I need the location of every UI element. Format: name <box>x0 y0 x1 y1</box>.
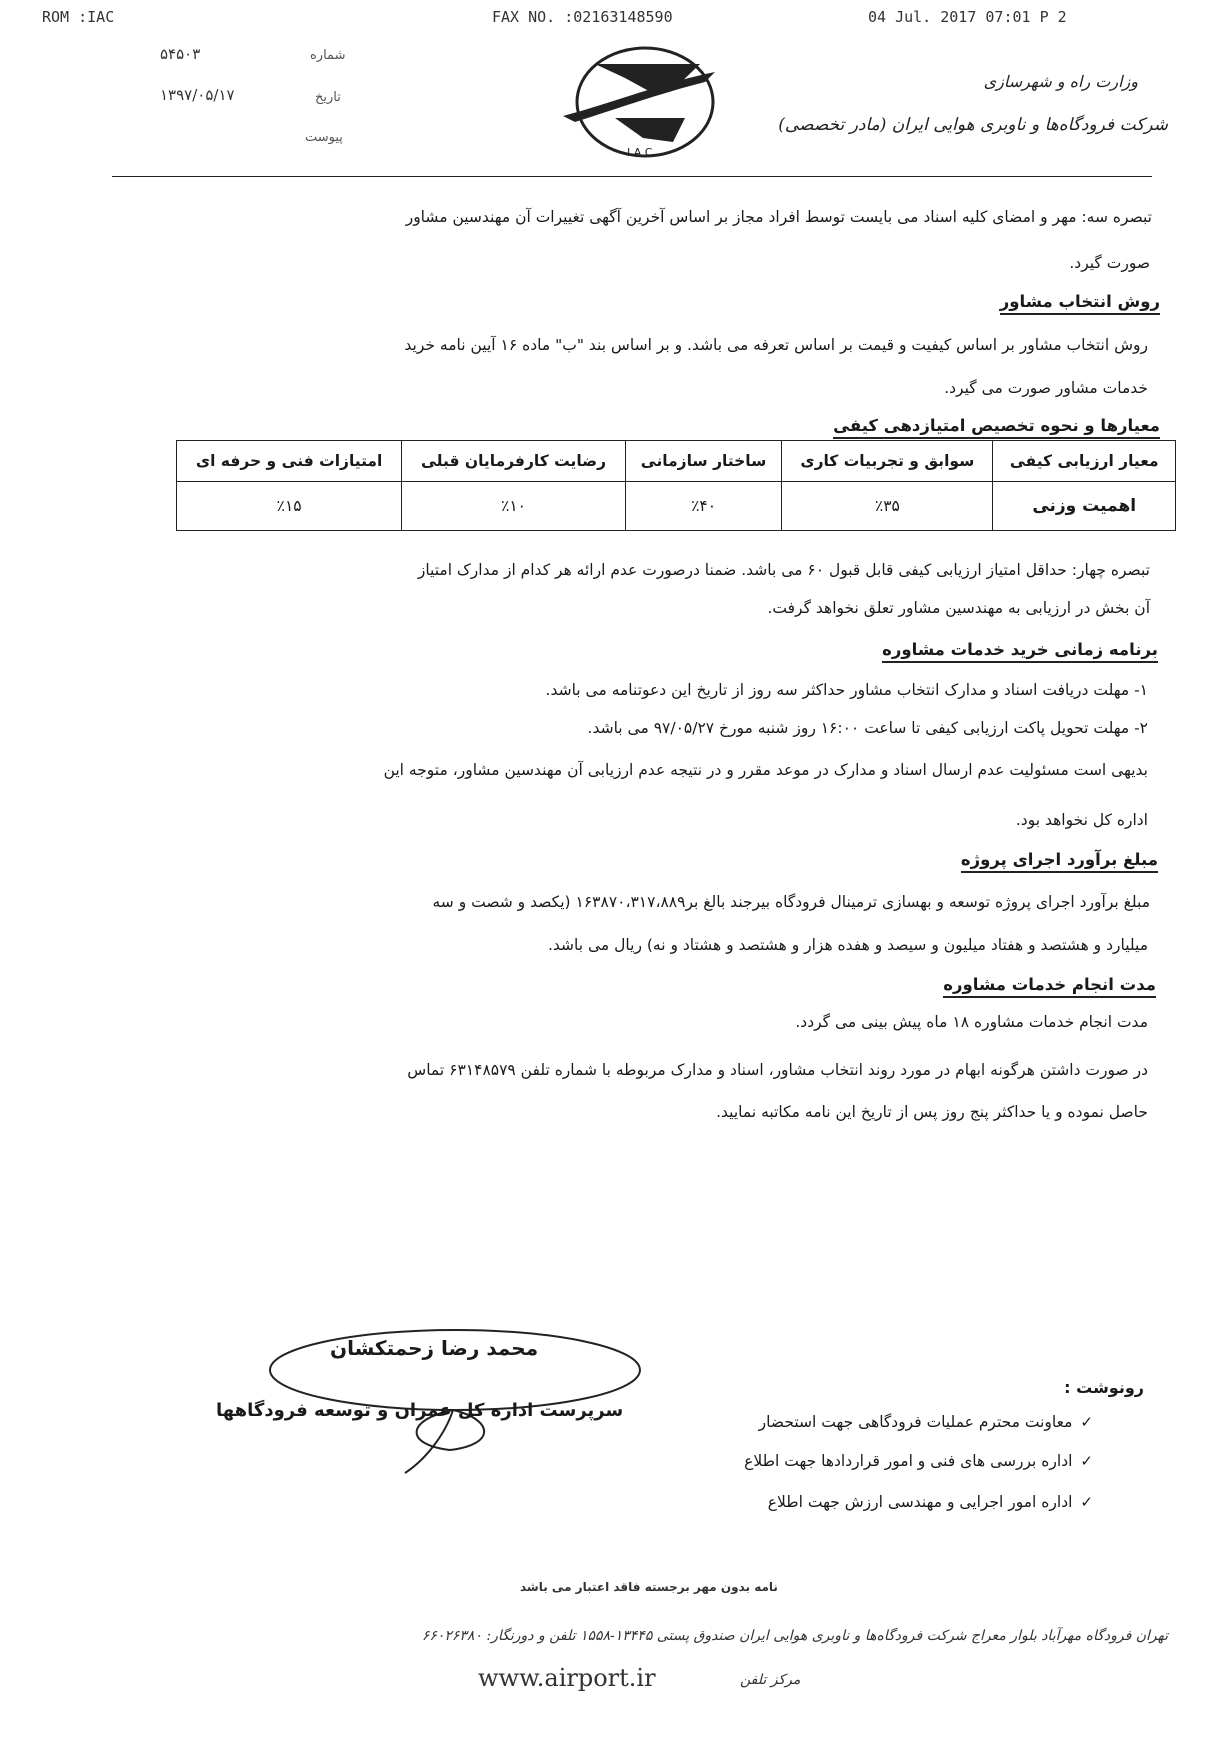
check-icon: ✓ <box>1080 1413 1093 1431</box>
schedule-heading: برنامه زمانی خرید خدمات مشاوره <box>882 640 1158 659</box>
responsibility-text-cont: اداره کل نخواهد بود. <box>1015 811 1148 829</box>
estimate-text-cont: میلیارد و هشتصد و هفتاد میلیون و سیصد و هفده هزار و هشتصد و هشتاد و نه) ریال می باشد. <box>547 936 1148 954</box>
table-cell: امتیازات فنی و حرفه ای <box>177 441 402 482</box>
cc-item: ✓اداره امور اجرایی و مهندسی ارزش جهت اطلاع <box>767 1493 1093 1511</box>
header-divider <box>112 176 1152 177</box>
letter-date: ۱۳۹۷/۰۵/۱۷ <box>160 86 235 104</box>
fax-datetime: 04 Jul. 2017 07:01 P 2 <box>868 8 1067 26</box>
letter-number: ۵۴۵۰۳ <box>160 45 201 63</box>
note-four-cont: آن بخش در ارزیابی به مهندسین مشاور تعلق نخواهد گرفت. <box>767 599 1150 617</box>
selection-heading: روش انتخاب مشاور <box>1000 292 1160 311</box>
ministry-name: وزارت راه و شهرسازی <box>983 72 1138 91</box>
table-cell: ٪۱۰ <box>402 482 626 531</box>
svg-text:I A C: I A C <box>627 146 653 159</box>
table-cell: اهمیت وزنی <box>993 482 1176 531</box>
duration-text: مدت انجام خدمات مشاوره ۱۸ ماه پیش بینی می گردد. <box>795 1013 1148 1031</box>
footer-center: مرکز تلفن <box>740 1672 801 1688</box>
table-row <box>177 482 1176 531</box>
selection-text: روش انتخاب مشاور بر اساس کیفیت و قیمت بر اساس تعرفه می باشد. و بر اساس بند "ب" ماده ۱۶ آیین نامه خرید <box>404 336 1148 354</box>
table-cell: ٪۳۵ <box>782 482 993 531</box>
table-cell: سوابق و تجربیات کاری <box>782 441 993 482</box>
iac-logo <box>555 42 735 162</box>
date-label: تاریخ <box>315 90 341 105</box>
fax-number: FAX NO. :02163148590 <box>492 8 673 26</box>
footer-website: www.airport.ir <box>478 1664 656 1692</box>
signatory-name: محمد رضا زحمتکشان <box>330 1336 539 1360</box>
table-cell: معیار ارزیابی کیفی <box>993 441 1176 482</box>
cc-item: ✓اداره بررسی های فنی و امور قراردادها جهت اطلاع <box>744 1452 1093 1470</box>
signatory-title: سرپرست اداره کل عمران و توسعه فرودگاهها <box>216 1400 624 1421</box>
schedule-item-2: ۲- مهلت تحویل پاکت ارزیابی کیفی تا ساعت ۱۶:۰۰ روز شنبه مورخ ۹۷/۰۵/۲۷ می باشد. <box>587 719 1148 737</box>
fax-sender: ROM :IAC <box>42 8 115 26</box>
duration-heading: مدت انجام خدمات مشاوره <box>943 975 1156 994</box>
contact-text-cont: حاصل نموده و یا حداکثر پنج روز پس از تاریخ این نامه مکاتبه نمایید. <box>716 1103 1148 1121</box>
stamp-note: نامه بدون مهر برجسته فاقد اعتبار می باشد <box>520 1580 778 1594</box>
note-four: تبصره چهار: حداقل امتیاز ارزیابی کیفی قابل قبول ۶۰ می باشد. ضمنا درصورت عدم ارائه هر کدام از مدارک امتیاز <box>417 561 1150 579</box>
company-name: شرکت فرودگاه‌ها و ناوبری هوایی ایران (مادر تخصصی) <box>778 115 1168 135</box>
note-three-cont: صورت گیرد. <box>1069 254 1150 272</box>
cc-heading: رونوشت : <box>1064 1378 1144 1397</box>
criteria-heading: معیارها و نحوه تخصیص امتیازدهی کیفی <box>833 416 1160 435</box>
attachment-label: پیوست <box>305 130 343 145</box>
footer-address: تهران فرودگاه مهرآباد بلوار معراج شرکت فرودگاه‌ها و ناوبری هوایی ایران صندوق پستی ۱۳۴۴۵-۱۵۵۸ تلفن و دورنگار: ۶۶۰۲۶۳۸۰ <box>421 1628 1168 1644</box>
note-three: تبصره سه: مهر و امضای کلیه اسناد می بایست توسط افراد مجاز بر اساس آخرین آگهی تغییرات آن مهندسین مشاور <box>405 208 1152 226</box>
cc-item: ✓معاونت محترم عملیات فرودگاهی جهت استحضار <box>758 1413 1093 1431</box>
table-cell: ساختار سازمانی <box>625 441 781 482</box>
check-icon: ✓ <box>1080 1493 1093 1511</box>
schedule-item-1: ۱- مهلت دریافت اسناد و مدارک انتخاب مشاور حداکثر سه روز از تاریخ این دعوتنامه می باشد. <box>545 681 1148 699</box>
selection-text-cont: خدمات مشاور صورت می گیرد. <box>944 379 1148 397</box>
table-cell: ٪۱۵ <box>177 482 402 531</box>
table-row <box>177 441 1176 482</box>
responsibility-text: بدیهی است مسئولیت عدم ارسال اسناد و مدارک در موعد مقرر و در نتیجه عدم ارزیابی آن مهندسین مشاور، متوجه این <box>383 761 1148 779</box>
number-label: شماره <box>310 48 346 63</box>
estimate-text: مبلغ برآورد اجرای پروژه توسعه و بهسازی ترمینال فرودگاه بیرجند بالغ بر۱۶۳۸۷۰،۳۱۷،۸۸۹ (یکصد و شصت و سه <box>432 893 1150 911</box>
check-icon: ✓ <box>1080 1452 1093 1470</box>
contact-text: در صورت داشتن هرگونه ابهام در مورد روند انتخاب مشاور، اسناد و مدارک مربوطه با شماره تلفن ۶۳۱۴۸۵۷۹ تماس <box>407 1061 1148 1079</box>
criteria-table <box>176 440 1176 531</box>
estimate-heading: مبلغ برآورد اجرای پروژه <box>961 850 1158 869</box>
table-cell: رضایت کارفرمایان قبلی <box>402 441 626 482</box>
table-cell: ٪۴۰ <box>625 482 781 531</box>
